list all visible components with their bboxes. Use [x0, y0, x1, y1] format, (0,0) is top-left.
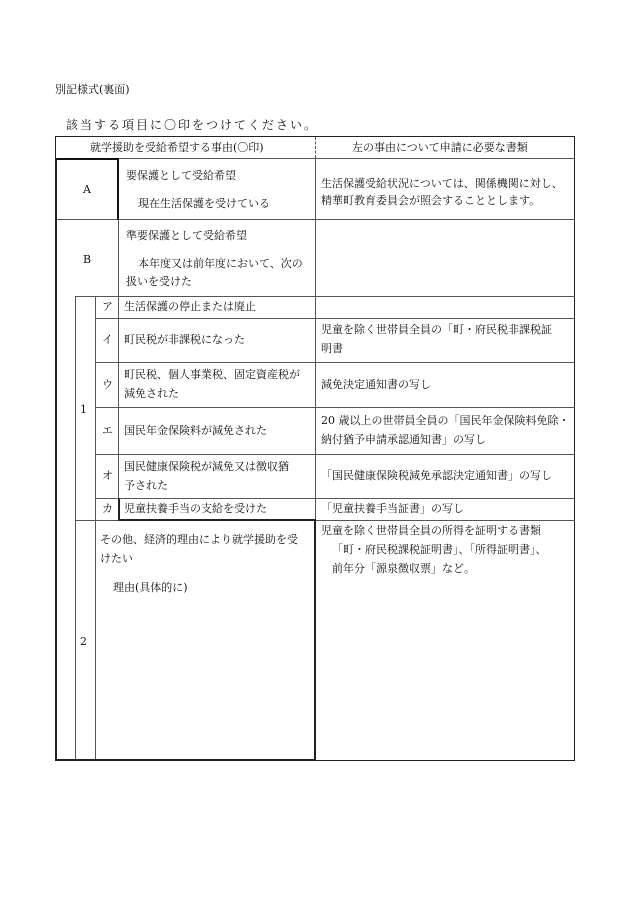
section-2-doc-line3: 前年分「源泉徴収票」など。: [332, 562, 475, 575]
section-a-label: A: [83, 183, 91, 196]
reason-input-area[interactable]: [100, 600, 308, 750]
item-o-doc: 「国民健康保険税減免承認決定通知書」の写し: [321, 469, 552, 482]
item-ka-text: 児童扶養手当の支給を受けた: [124, 502, 267, 515]
section-b-line3: 扱いを受けた: [126, 275, 192, 288]
section-b-line1: 準要保護として受給希望: [126, 229, 247, 242]
item-u-mark: ウ: [102, 378, 113, 391]
item-ka-doc: 「児童扶養手当証書」の写し: [321, 502, 464, 515]
item-ka-mark: カ: [102, 502, 113, 515]
item-o-text-line1: 国民健康保険税が減免又は徴収猶: [124, 460, 289, 473]
section-a-doc-line2: 精華町教育委員会が照会することとします。: [321, 194, 541, 207]
section-a-line2: 現在生活保護を受けている: [138, 197, 270, 210]
item-e-doc-line2: 納付猶予申請承認通知書」の写し: [321, 433, 486, 446]
section-2-doc-line1: 児童を除く世帯員全員の所得を証明する書類: [321, 524, 541, 537]
item-e-mark: エ: [102, 424, 113, 437]
item-i-mark: イ: [102, 333, 113, 346]
item-u-doc: 減免決定通知書の写し: [321, 378, 431, 391]
item-o-mark: オ: [102, 469, 113, 482]
item-u-text-line1: 町民税、個人事業税、固定資産税が: [124, 368, 300, 381]
section-2-doc-line2: 「町・府民税課税証明書」、「所得証明書」、: [332, 543, 547, 556]
section-2-reason-label: 理由(具体的に): [113, 581, 188, 594]
item-i-doc-line2: 明書: [321, 342, 343, 355]
section-a-doc-line1: 生活保護受給状況については、関係機関に対し、: [321, 177, 563, 190]
section-2-line1: その他、経済的理由により就学援助を受: [100, 533, 298, 546]
section-a-line1: 要保護として受給希望: [126, 169, 236, 182]
section-b-label: B: [83, 253, 92, 266]
item-i-text: 町民税が非課税になった: [124, 333, 245, 346]
item-e-doc-line1: 20 歳以上の世帯員全員の「国民年金保険料免除・: [321, 414, 570, 427]
section-b-line2: 本年度又は前年度において、次の: [138, 257, 303, 270]
group-1-label: 1: [80, 403, 87, 416]
group-2-label: 2: [80, 635, 87, 648]
item-a-text: 生活保護の停止または廃止: [124, 300, 256, 313]
item-a-mark: ア: [102, 300, 113, 313]
instruction-text: 該当する項目に〇印をつけてください。: [66, 118, 319, 132]
item-u-text-line2: 減免された: [124, 387, 179, 400]
item-e-text: 国民年金保険料が減免された: [124, 424, 267, 437]
form-title: 別記様式(裏面): [55, 83, 130, 96]
section-2-line2: けたい: [100, 552, 133, 565]
item-i-doc-line1: 児童を除く世帯員全員の「町・府民税非課税証: [321, 323, 552, 336]
reason-column-header: 就学援助を受給希望する事由(〇印): [90, 141, 264, 154]
item-o-text-line2: 予された: [124, 479, 168, 492]
documents-column-header: 左の事由について申請に必要な書類: [352, 141, 528, 154]
